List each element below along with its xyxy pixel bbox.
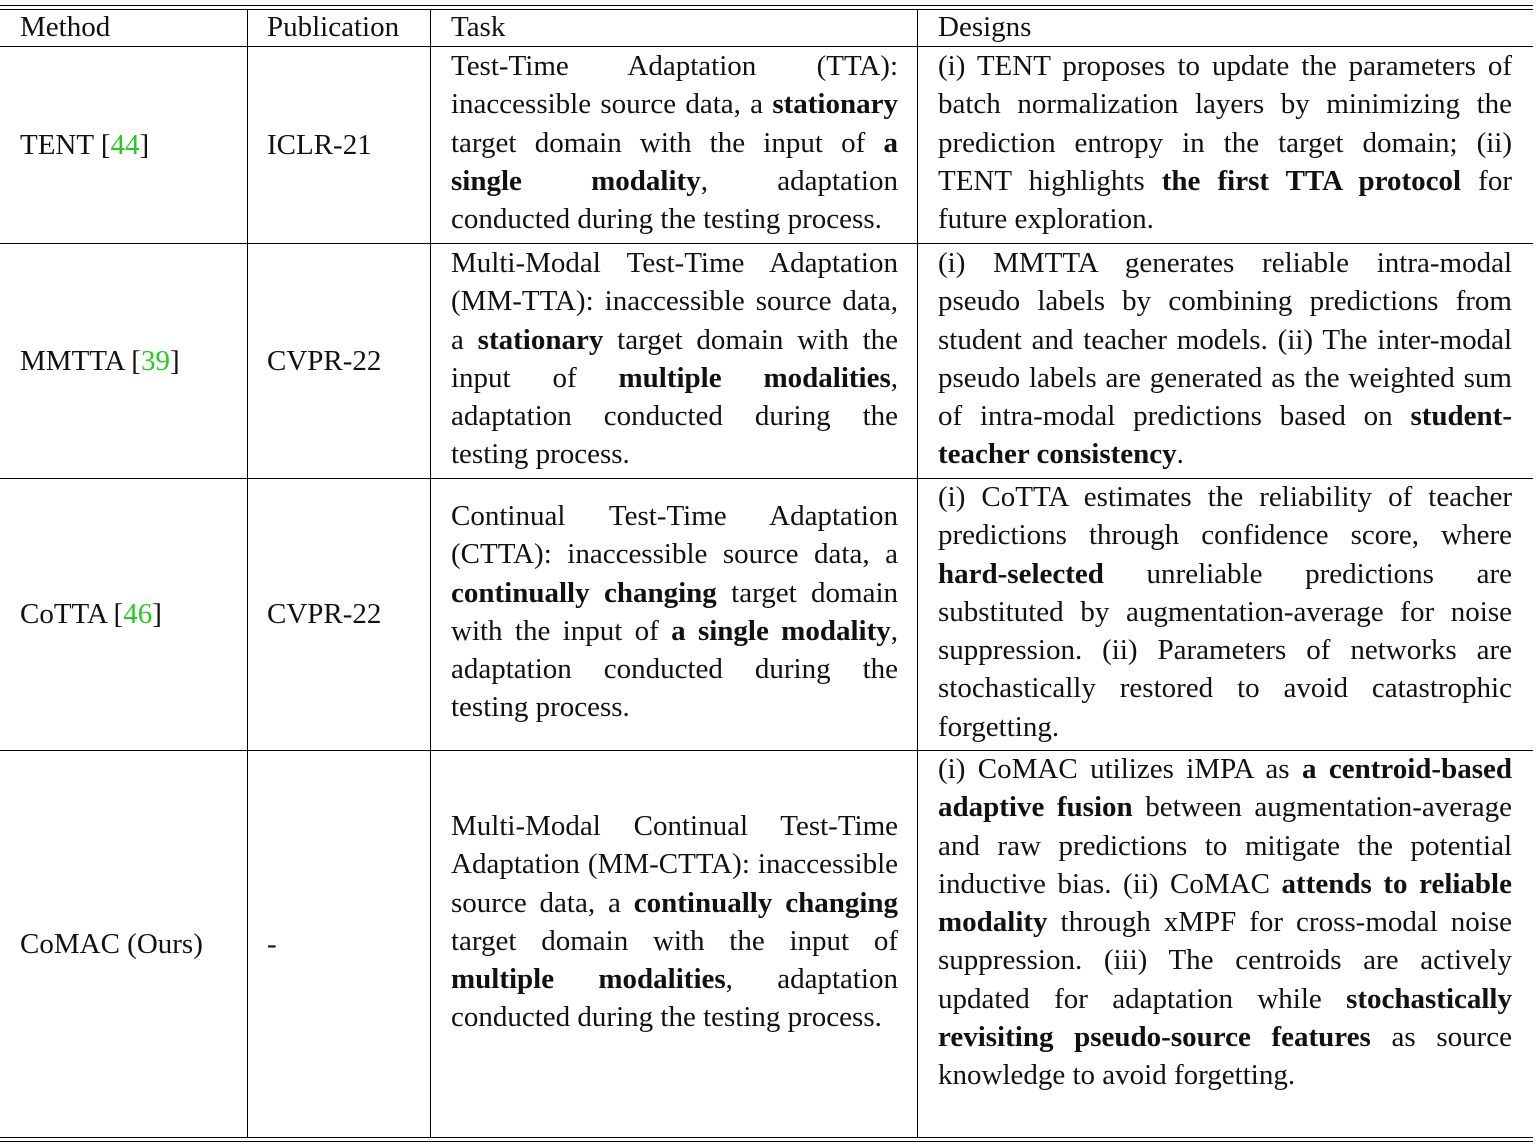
citation-link[interactable]: 46	[123, 598, 153, 631]
bold-text: a centroid-based adaptive fusion	[938, 753, 1512, 824]
publication-value: ICLR-21	[267, 128, 372, 161]
designs-cell	[938, 244, 1512, 474]
bold-text: hard-selected	[938, 557, 1104, 590]
bottom-rule-1	[0, 1137, 1533, 1138]
bottom-rule-2	[0, 1141, 1533, 1142]
designs-cell	[938, 47, 1512, 238]
text-run: as source knowledge to avoid forgetting.	[938, 1021, 1512, 1092]
header-task: Task	[451, 11, 506, 43]
publication-cell	[267, 479, 427, 750]
col-divider-1	[247, 9, 248, 1138]
text-run: , adaptation conducted during the testing process.	[451, 361, 898, 471]
text-run: target domain with the input of	[451, 323, 898, 394]
publication-value: -	[267, 927, 277, 960]
publication-cell	[267, 47, 427, 243]
bold-text: stationary	[772, 88, 898, 121]
text-run: target domain with the input of	[451, 924, 898, 957]
col-divider-3	[917, 9, 918, 1138]
col-divider-2	[430, 9, 431, 1138]
bold-text: continually changing	[633, 886, 899, 919]
method-name: TENT	[20, 128, 94, 161]
method-cell: CoTTA [46]	[20, 598, 162, 631]
method-cell	[20, 751, 245, 1137]
bold-text: stationary	[477, 323, 604, 356]
text-run: Test-Time Adaptation (TTA): inaccessible source data, a	[451, 50, 898, 121]
text-run: target domain with the input of	[451, 576, 898, 647]
task-cell	[451, 497, 898, 727]
text-run: , adaptation conducted during the testing process.	[451, 614, 898, 724]
text-run: target domain with the input of	[451, 126, 884, 159]
text-run: unreliable predictions are substituted by augmentation-average for noise suppression. (ii) Parameters of networks are stochastically restored to avoid catastrophic forgetting.	[938, 557, 1512, 743]
text-run: (i) CoMAC utilizes iMPA as	[938, 753, 1302, 785]
bold-text: student-teacher consistency	[938, 400, 1512, 471]
designs-cell	[938, 750, 1512, 1095]
bold-text: attends to reliable modality	[938, 867, 1512, 939]
text-run: for future exploration.	[938, 164, 1512, 236]
method-cell: TENT [44]	[20, 128, 150, 161]
bold-text: the first TTA protocol	[1161, 164, 1462, 197]
bold-text: multiple modalities	[451, 963, 726, 996]
bold-text: continually changing	[451, 576, 717, 609]
header-designs: Designs	[938, 11, 1032, 43]
citation-link[interactable]: 39	[140, 344, 170, 377]
text-run: (i) MMTTA generates reliable intra-modal pseudo labels by combining predictions from student and teacher models. (ii) The inter-modal pseudo labels are generated as the weighted sum of intra-modal predictions based on	[938, 247, 1512, 433]
method-name: MMTTA	[20, 344, 125, 377]
bold-text: stochastically revisiting pseudo-source features	[938, 982, 1512, 1054]
text-run: (i) CoTTA estimates the reliability of teacher predictions through confidence score, where	[938, 481, 1512, 552]
top-rule-2	[0, 9, 1533, 10]
text-run: Multi-Modal Continual Test-Time Adaptation (MM-CTTA): inaccessible source data, a	[451, 810, 898, 919]
designs-cell	[938, 478, 1512, 746]
bold-text: a single modality	[451, 126, 898, 197]
method-name: CoMAC (Ours)	[20, 927, 203, 960]
text-run: between augmentation-average and raw predictions to mitigate the potential inductive bias. (ii) CoMAC	[938, 791, 1512, 900]
text-run: .	[1176, 438, 1184, 471]
bold-text: multiple modalities	[618, 361, 891, 394]
text-run: , adaptation conducted during the testing process.	[451, 963, 898, 1034]
text-run: (i) TENT proposes to update the parameters of batch normalization layers by minimizing the prediction entropy in the target domain; (ii) TENT highlights	[938, 50, 1512, 197]
publication-cell	[267, 751, 427, 1137]
task-cell	[451, 244, 898, 474]
text-run: through xMPF for cross-modal noise suppression. (iii) The centroids are actively updated for adaptation while	[938, 906, 1512, 1015]
text-run: Multi-Modal Test-Time Adaptation (MM-TTA): inaccessible source data, a	[451, 247, 898, 356]
publication-value: CVPR-22	[267, 344, 382, 377]
bold-text: a single modality	[671, 614, 891, 647]
publication-cell	[267, 244, 427, 478]
header-publication: Publication	[267, 11, 400, 43]
task-cell	[451, 47, 898, 238]
method-cell: MMTTA [39]	[20, 344, 180, 377]
citation-link[interactable]: 44	[110, 128, 140, 161]
task-cell	[451, 807, 898, 1037]
text-run: , adaptation conducted during the testing process.	[451, 164, 898, 236]
top-rule-1	[0, 5, 1533, 6]
publication-value: CVPR-22	[267, 598, 382, 631]
method-name: CoTTA	[20, 598, 107, 631]
header-method: Method	[20, 11, 111, 43]
text-run: Continual Test-Time Adaptation (CTTA): inaccessible source data, a	[451, 500, 898, 571]
